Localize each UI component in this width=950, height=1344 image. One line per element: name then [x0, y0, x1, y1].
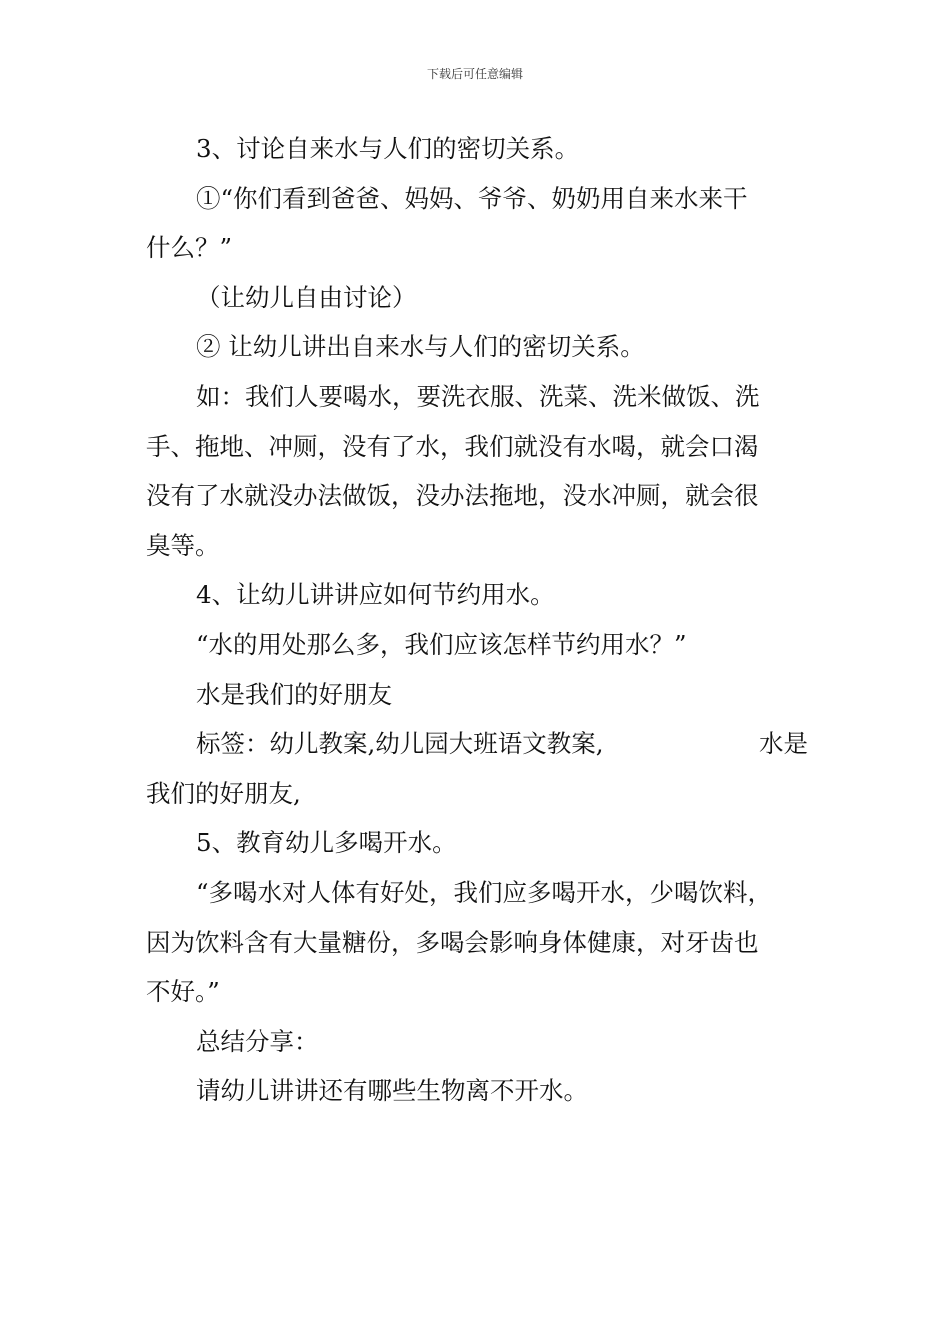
paragraph-example-line-2: 手、拖地、冲厕，没有了水，我们就没有水喝，就会口渴 — [146, 431, 759, 461]
document-body — [146, 124, 808, 1116]
paragraph-save-water-quote: “水的用处那么多，我们应该怎样节约用水？” — [196, 629, 687, 659]
paragraph-drink-water-line-2: 因为饮料含有大量糖份，多喝会影响身体健康，对牙齿也 — [146, 927, 759, 957]
paragraph-question-2: ② 让幼儿讲出自来水与人们的密切关系。 — [196, 332, 645, 362]
paragraph-drink-water-line-3: 不好。” — [146, 977, 220, 1007]
paragraph-title-repeat: 水是我们的好朋友 — [196, 679, 392, 709]
paragraph-question-1-line-1: ①“你们看到爸爸、妈妈、爷爷、奶奶用自来水来干 — [196, 183, 748, 213]
paragraph-step-4: 4、让幼儿讲讲应如何节约用水。 — [196, 580, 555, 610]
paragraph-drink-water-line-1: “多喝水对人体有好处，我们应多喝开水，少喝饮料， — [196, 877, 773, 907]
tags-tail: 水是 — [759, 729, 808, 759]
paragraph-step-5: 5、教育幼儿多喝开水。 — [196, 828, 457, 858]
paragraph-question-1-line-2: 什么？” — [146, 233, 233, 263]
paragraph-tags-line-2: 我们的好朋友, — [146, 778, 301, 808]
paragraph-summary-heading: 总结分享： — [196, 1026, 319, 1056]
paragraph-free-discussion: （让幼儿自由讨论） — [196, 282, 417, 312]
paragraph-example-line-4: 臭等。 — [146, 530, 220, 560]
paragraph-step-3: 3、讨论自来水与人们的密切关系。 — [196, 134, 580, 163]
paragraph-example-line-3: 没有了水就没办法做饭，没办法拖地，没水冲厕，就会很 — [146, 481, 759, 511]
paragraph-tags-line-1 — [146, 719, 808, 769]
page-header: 下载后可任意编辑 — [426, 67, 523, 81]
paragraph-example-line-1: 如：我们人要喝水，要洗衣服、洗菜、洗米做饭、洗 — [196, 381, 760, 411]
tags-text: 标签：幼儿教案,幼儿园大班语文教案, — [196, 729, 604, 759]
paragraph-summary-question: 请幼儿讲讲还有哪些生物离不开水。 — [196, 1076, 588, 1106]
